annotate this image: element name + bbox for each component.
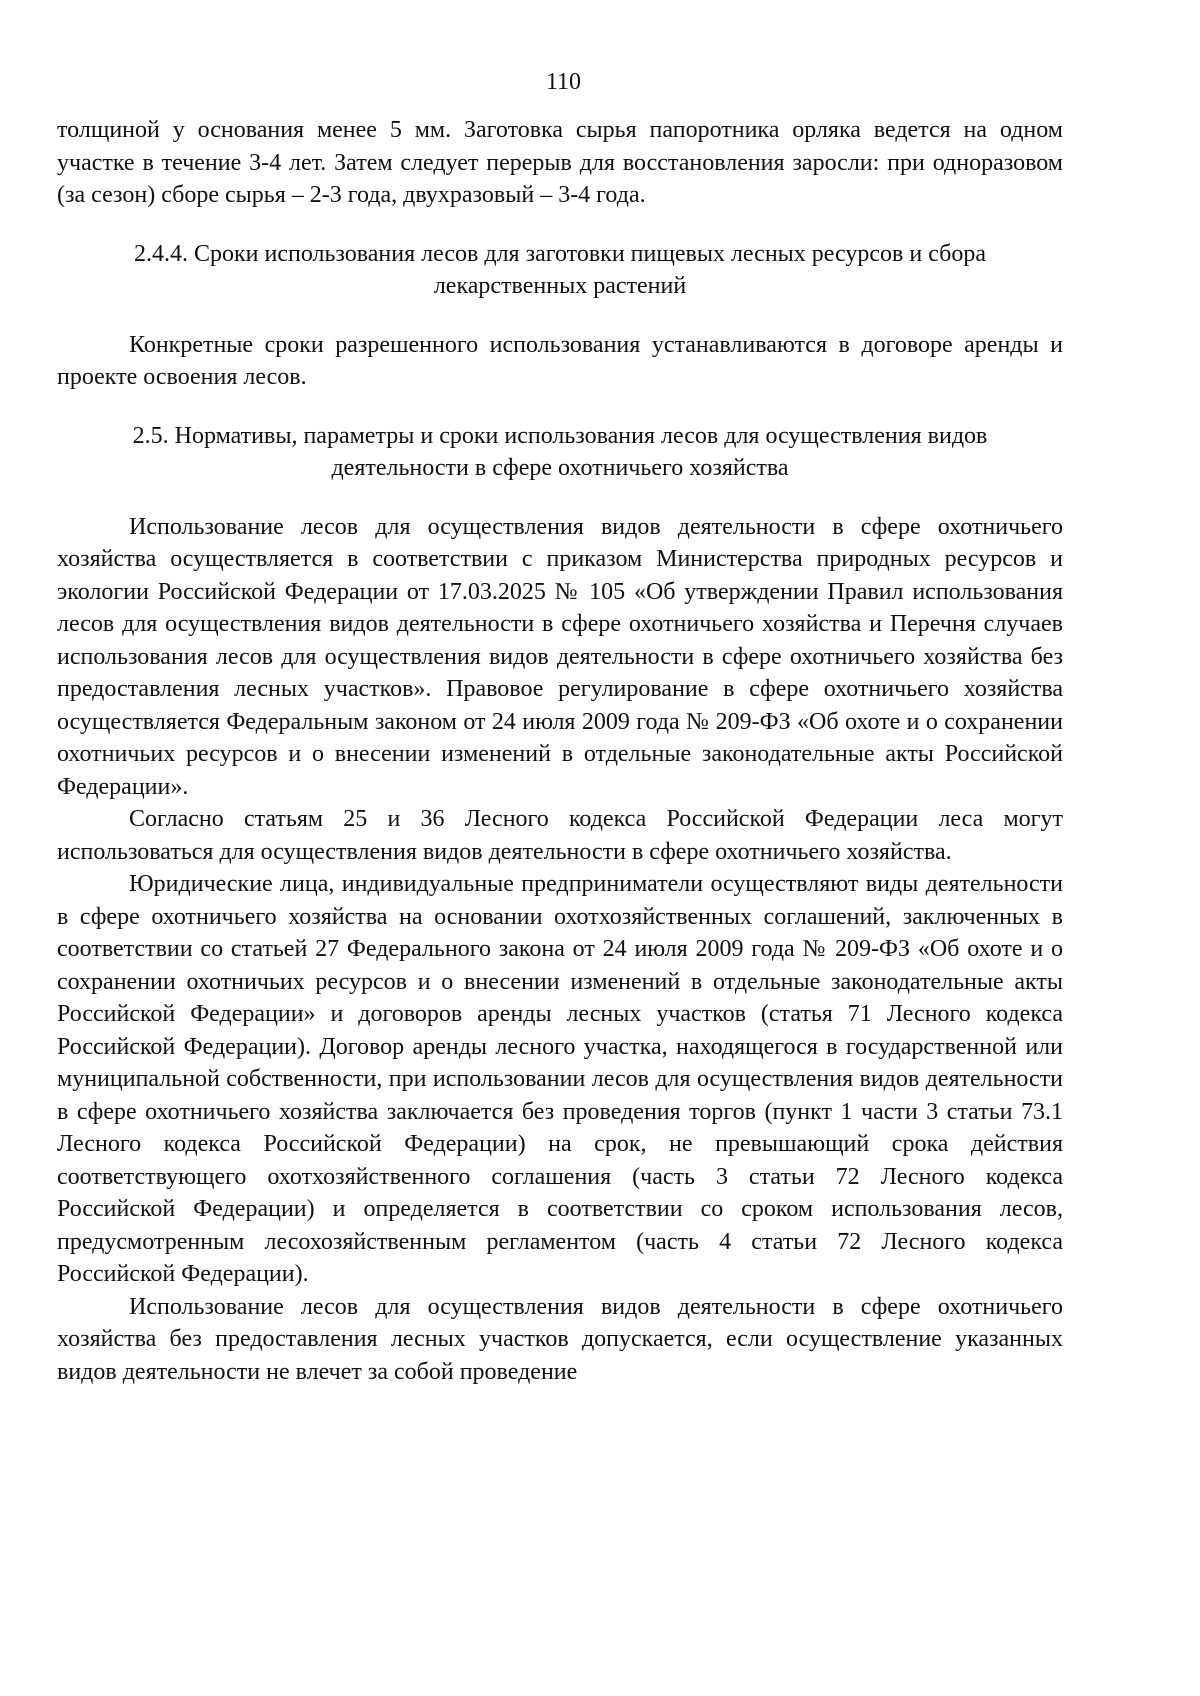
paragraph-lease-terms: Конкретные сроки разрешенного использования устанавливаются в договоре аренды и проекте освоения лесов. [57,331,1063,390]
section-heading-2-5: 2.5. Нормативы, параметры и сроки использования лесов для осуществления видов деятельности в сфере охотничьего хозяйства [132,422,988,481]
paragraph-hunting-rules: Использование лесов для осуществления видов деятельности в сфере охотничьего хозяйства осуществляется в соответствии с приказом Министерства природных ресурсов и экологии Российской Федерации от 17.03.2025 № 105 «Об утверждении Правил использования лесов для осуществления видов деятельности в сфере охотничьего хозяйства и Перечня случаев использования лесов для осуществления видов деятельности в сфере охотничьего хозяйства без предоставления лесных участков». Правовое регулирование в сфере охотничьего хозяйства осуществляется Федеральным законом от 24 июля 2009 года № 209-ФЗ «Об охоте и о сохранении охотничьих ресурсов и о внесении изменений в отдельные законодательные акты Российской Федерации». [57,513,1063,800]
paragraph-forest-code-articles: Согласно статьям 25 и 36 Лесного кодекса Российской Федерации леса могут использоваться для осуществления видов деятельности в сфере охотничьего хозяйства. [57,806,1063,865]
page-number: 110 [545,69,582,95]
document-body [57,114,1063,1388]
paragraph-legal-entities: Юридические лица, индивидуальные предприниматели осуществляют виды деятельности в сфере охотничьего хозяйства на основании охотхозяйственных соглашений, заключенных в соответствии со статьей 27 Федерального закона от 24 июля 2009 года № 209-ФЗ «Об охоте и о сохранении охотничьих ресурсов и о внесении изменений в отдельные законодательные акты Российской Федерации» и договоров аренды лесных участков (статья 71 Лесного кодекса Российской Федерации). Договор аренды лесного участка, находящегося в государственной или муниципальной собственности, при использовании лесов для осуществления видов деятельности в сфере охотничьего хозяйства заключается без проведения торгов (пункт 1 части 3 статьи 73.1 Лесного кодекса Российской Федерации) на срок, не превышающий срока действия соответствующего охотхозяйственного соглашения (часть 3 статьи 72 Лесного кодекса Российской Федерации) и определяется в соответствии со сроком использования лесов, предусмотренным лесохозяйственным регламентом (часть 4 статьи 72 Лесного кодекса Российской Федерации). [57,871,1063,1287]
continuation-paragraph: толщиной у основания менее 5 мм. Заготовка сырья папоротника орляка ведется на одном участке в течение 3-4 лет. Затем следует перерыв для восстановления заросли: при одноразовом (за сезон) сборе сырья – 2-3 года, двухразовый – 3-4 года. [57,117,1063,208]
section-heading-2-4-4: 2.4.4. Сроки использования лесов для заготовки пищевых лесных ресурсов и сбора лекарственных растений [133,240,987,299]
paragraph-without-plots: Использование лесов для осуществления видов деятельности в сфере охотничьего хозяйства без предоставления лесных участков допускается, если осуществление указанных видов деятельности не влечет за собой проведение [57,1293,1063,1385]
